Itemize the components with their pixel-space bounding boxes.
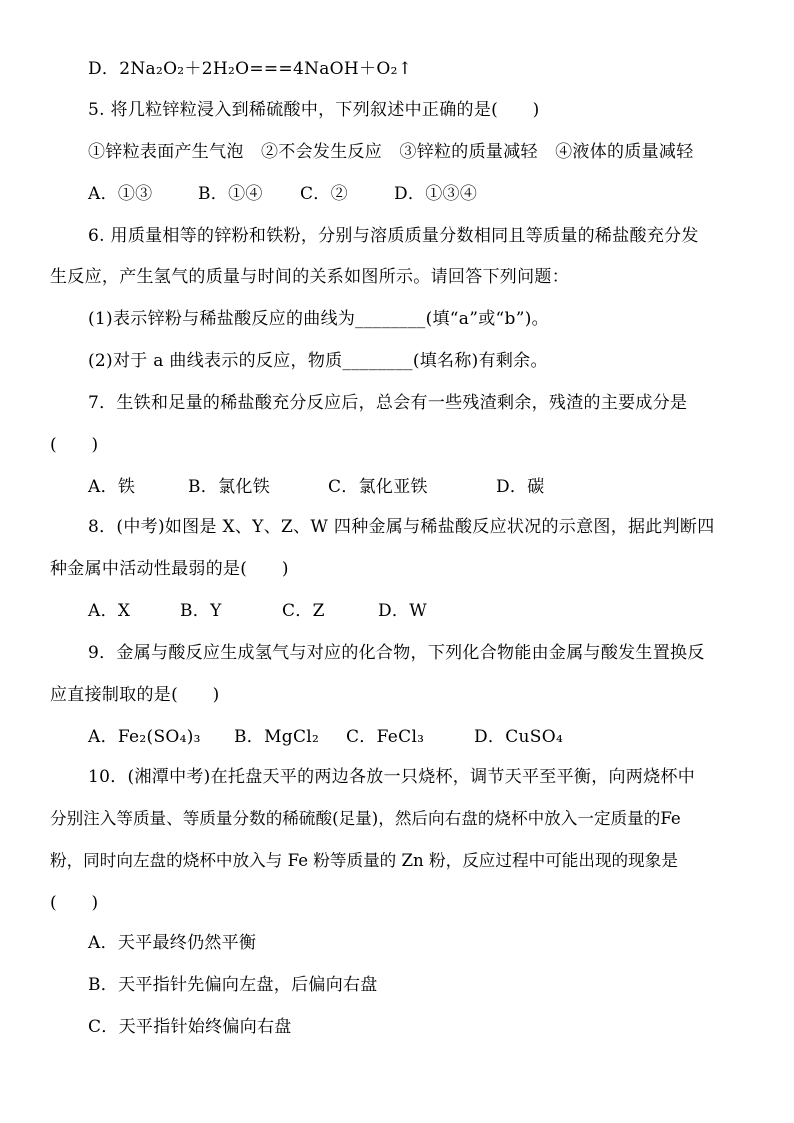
question-10-stem-line-2: 分别注入等质量、等质量分数的稀硫酸(足量)，然后向右盘的烧杯中放入一定质量的Fe: [50, 809, 681, 828]
option-d-equation: D．2Na₂O₂＋2H₂O===4NaOH＋O₂↑: [88, 59, 413, 79]
option-c: C．FeCl₃: [346, 727, 425, 747]
option-b: B．MgCl₂: [234, 727, 320, 747]
question-6-stem-line-1: 6. 用质量相等的锌粉和铁粉，分别与溶质质量分数相同且等质量的稀盐酸充分发: [88, 226, 699, 246]
option-a: A．X: [88, 601, 131, 621]
question-7-options: [88, 476, 545, 498]
question-6-sub-2: (2)对于 a 曲线表示的反应，物质________(填名称)有剩余。: [88, 351, 548, 371]
question-5-stem: 5. 将几粒锌粒浸入到稀硫酸中，下列叙述中正确的是( ): [88, 100, 540, 120]
question-10-option-b: B．天平指针先偏向左盘，后偏向右盘: [88, 975, 378, 995]
question-9-stem-line-1: 9．金属与酸反应生成氢气与对应的化合物，下列化合物能由金属与酸发生置换反: [88, 643, 705, 663]
option-a: A．铁: [88, 477, 136, 497]
question-7-stem-line-1: 7．生铁和足量的稀盐酸充分反应后，总会有一些残渣剩余，残渣的主要成分是: [88, 393, 688, 413]
question-8-stem-line-1: 8．(中考)如图是 X、Y、Z、W 四种金属与稀盐酸反应状况的示意图，据此判断四: [88, 517, 715, 537]
question-5-options: [88, 183, 477, 205]
option-d: D．碳: [496, 477, 545, 497]
question-6-stem-line-2: 生反应，产生氢气的质量与时间的关系如图所示。请回答下列问题：: [50, 267, 569, 287]
option-b: B．①④: [198, 184, 263, 204]
option-d: D．CuSO₄: [474, 727, 564, 747]
question-10-option-c: C．天平指针始终偏向右盘: [88, 1017, 292, 1037]
question-10-stem-line-4: ( ): [50, 893, 99, 913]
option-c: C．氯化亚铁: [328, 477, 428, 497]
question-9-options: [88, 726, 563, 748]
question-10-option-a: A．天平最终仍然平衡: [88, 933, 257, 953]
question-9-stem-line-2: 应直接制取的是( ): [50, 685, 220, 705]
question-5-items: ①锌粒表面产生气泡 ②不会发生反应 ③锌粒的质量减轻 ④液体的质量减轻: [88, 142, 694, 162]
question-8-stem-line-2: 种金属中活动性最弱的是( ): [50, 559, 289, 579]
option-a: A．①③: [88, 184, 153, 204]
question-8-options: [88, 600, 427, 622]
question-6-sub-1: (1)表示锌粉与稀盐酸反应的曲线为________(填“a”或“b”)。: [88, 309, 549, 329]
question-7-stem-line-2: ( ): [50, 435, 99, 455]
option-c: C．Z: [282, 601, 325, 621]
option-c: C．②: [300, 184, 348, 204]
question-10-stem-line-3: 粉，同时向左盘的烧杯中放入与 Fe 粉等质量的 Zn 粉，反应过程中可能出现的现象是: [50, 851, 678, 870]
option-d: D．①③④: [394, 184, 478, 204]
option-a: A．Fe₂(SO₄)₃: [88, 727, 201, 747]
question-10-stem-line-1: 10．(湘潭中考)在托盘天平的两边各放一只烧杯，调节天平至平衡，向两烧杯中: [88, 767, 695, 787]
option-b: B．氯化铁: [188, 477, 270, 497]
option-b: B．Y: [180, 601, 222, 621]
option-d: D．W: [378, 601, 428, 621]
